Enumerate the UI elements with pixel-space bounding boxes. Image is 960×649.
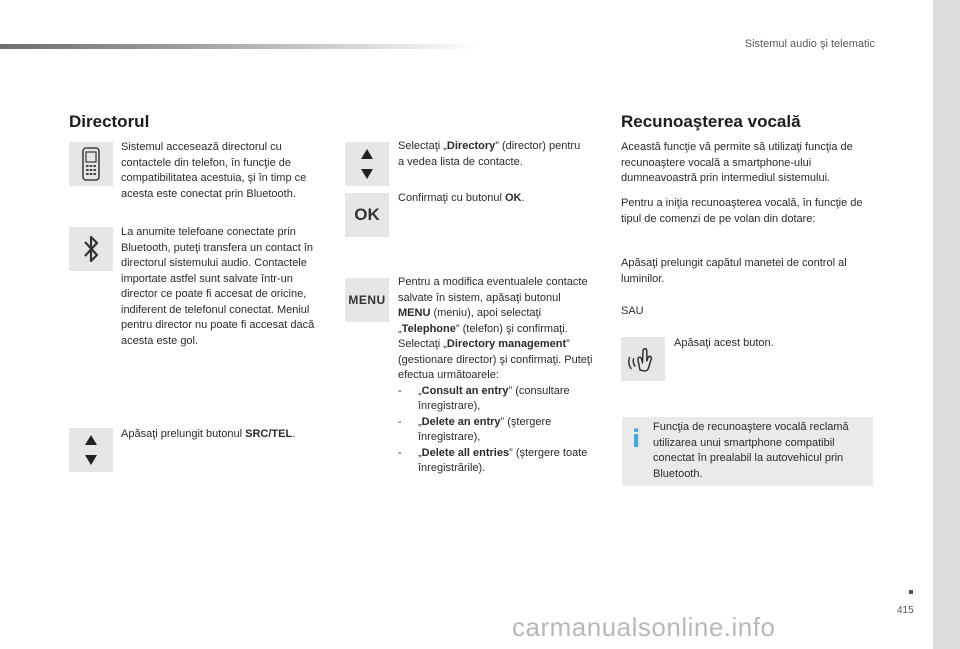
list-item: - „Consult an entry” (consultare înregistrare), <box>398 384 570 412</box>
voice-paragraph-2: Pentru a iniţia recunoaşterea vocală, în funcţie de tipul de comenzi de pe volan din dotare: <box>621 197 863 225</box>
info-icon: i <box>632 425 641 453</box>
select-directory-text: Selectaţi „Directory” (director) pentru a vedea lista de contacte. <box>398 140 581 168</box>
menu-button-icon <box>345 278 389 322</box>
phone-icon <box>69 142 113 186</box>
voice-touch-icon <box>621 337 665 381</box>
list-item: - „Delete all entries” (ştergere toate înregistrările). <box>398 446 588 474</box>
page-marker <box>909 590 913 594</box>
or-label: SAU <box>621 305 644 317</box>
running-header: Sistemul audio şi telematic <box>744 38 875 50</box>
directory-paragraph-2: La anumite telefoane conectate prin Bluetooth, puteţi transfera un contact în directorul sistemului audio. Contactele importate astfel sunt salvate într-un director ce poate fi accesat de oricine, indiferent de telefonul conectat. Meniul pentru director nu poate fi accesat dacă acesta este gol. <box>121 226 315 347</box>
options-list <box>398 384 593 477</box>
voice-heading: Recunoaşterea vocală <box>621 112 801 131</box>
directory-paragraph-3: Apăsaţi prelungit butonul SRC/TEL. <box>121 428 296 440</box>
confirm-text: Confirmaţi cu butonul OK. <box>398 192 525 204</box>
info-box <box>622 417 873 486</box>
header-gradient-bar <box>0 44 480 49</box>
up-down-arrows-icon <box>345 142 389 186</box>
up-down-arrows-icon <box>69 428 113 472</box>
menu-label: MENU <box>348 293 386 307</box>
bluetooth-icon <box>69 227 113 271</box>
watermark: carmanualsonline.info <box>512 612 776 642</box>
directory-paragraph-1: Sistemul accesează directorul cu contactele din telefon, în funcţie de compatibilitatea acestuia, şi în timp ce acesta este conectat prin Bluetooth. <box>121 141 307 200</box>
list-item: - „Delete an entry” (ştergere înregistrare), <box>398 415 552 443</box>
voice-paragraph-1: Această funcţie vă permite să utilizaţi funcţia de recunoaştere vocală a smartphone-ului dumneavoastră prin intermediul sistemului. <box>621 141 853 184</box>
ok-label: OK <box>354 205 380 224</box>
page-side-tab <box>933 0 960 649</box>
ok-button-icon <box>345 193 389 237</box>
voice-paragraph-3: Apăsaţi prelungit capătul manetei de control al luminilor. <box>621 257 847 285</box>
info-text: Funcţia de recunoaştere vocală reclamă utilizarea unui smartphone compatibil conectat în prealabil la autovehicul prin Bluetooth. <box>653 421 849 480</box>
page-number: 415 <box>897 605 914 616</box>
directory-heading: Directorul <box>69 112 150 131</box>
press-button-text: Apăsaţi acest buton. <box>674 337 774 349</box>
menu-instructions: Pentru a modifica eventualele contacte salvate în sistem, apăsaţi butonul MENU (meniu), apoi selectaţi „Telephone” (telefon) şi confirmaţi. Selectaţi „Directory management” (gestionare director) şi confirmaţi. Puteţi efectua următoarele: - „Consult an entry” (consultare înregistrare), - „Delete an entry” (ştergere înregistrare), - „Delete all entries” (ştergere toate înregistrările). <box>398 275 593 477</box>
